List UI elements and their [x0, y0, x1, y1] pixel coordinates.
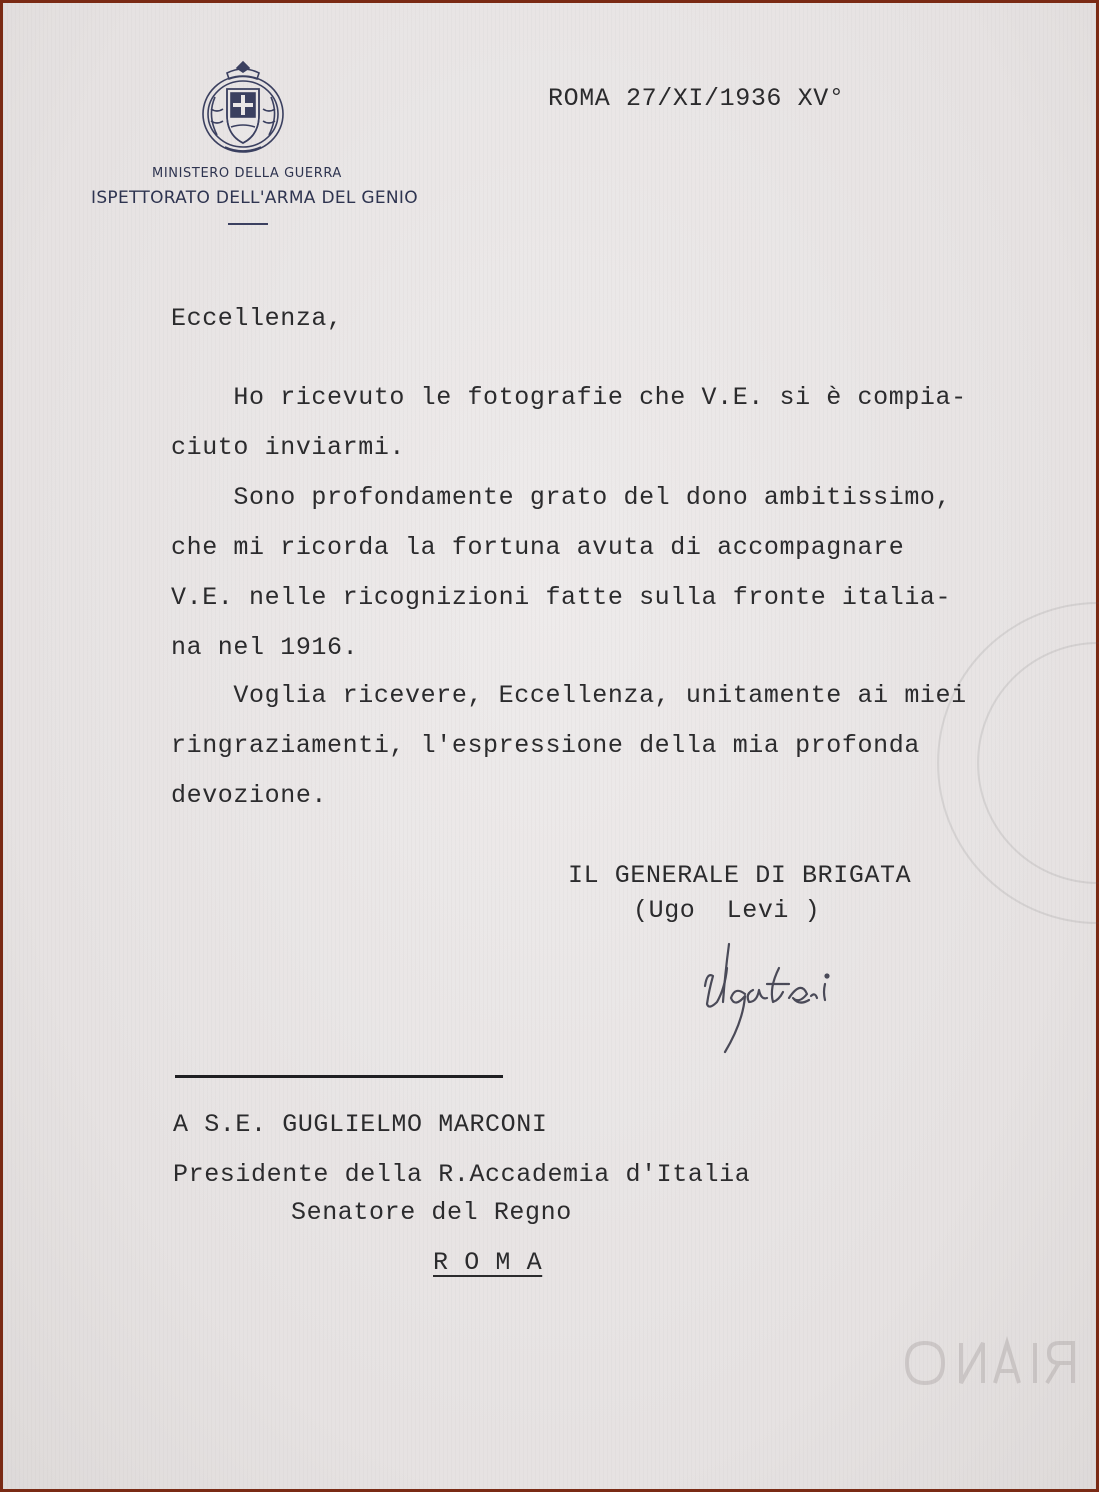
office-name: ISPETTORATO DELL'ARMA DEL GENIO — [91, 188, 418, 208]
body-line: ringraziamenti, l'espressione della mia profonda — [171, 731, 920, 760]
separator-rule — [175, 1075, 503, 1078]
recipient-position: Presidente della R.Accademia d'Italia — [173, 1160, 751, 1189]
body-line: Ho ricevuto le fotografie che V.E. si è compia- — [171, 383, 967, 412]
letterhead-divider — [228, 223, 268, 225]
recipient-city: R O M A — [433, 1248, 543, 1277]
embossed-mark-icon — [883, 1333, 1083, 1393]
letter-paper — [3, 3, 1096, 1489]
signatory-title: IL GENERALE DI BRIGATA — [568, 861, 912, 890]
faint-stamp-icon — [933, 583, 1099, 943]
body-line: Voglia ricevere, Eccellenza, unitamente ai miei — [171, 681, 967, 710]
body-line: V.E. nelle ricognizioni fatte sulla fronte italia- — [171, 583, 952, 612]
body-line: che mi ricorda la fortuna avuta di accompagnare — [171, 533, 905, 562]
coat-of-arms-icon — [197, 59, 289, 159]
body-line: na nel 1916. — [171, 633, 359, 662]
date-line: ROMA 27/XI/1936 XV° — [548, 84, 845, 113]
handwritten-signature-icon — [693, 938, 883, 1063]
body-line: Sono profondamente grato del dono ambitissimo, — [171, 483, 952, 512]
recipient-name: A S.E. GUGLIELMO MARCONI — [173, 1110, 548, 1139]
body-line: ciuto inviarmi. — [171, 433, 406, 462]
body-line: devozione. — [171, 781, 328, 810]
signatory-name: (Ugo Levi ) — [633, 896, 821, 925]
ministry-name: MINISTERO DELLA GUERRA — [152, 166, 342, 181]
recipient-title: Senatore del Regno — [291, 1198, 572, 1227]
salutation: Eccellenza, — [171, 304, 343, 333]
